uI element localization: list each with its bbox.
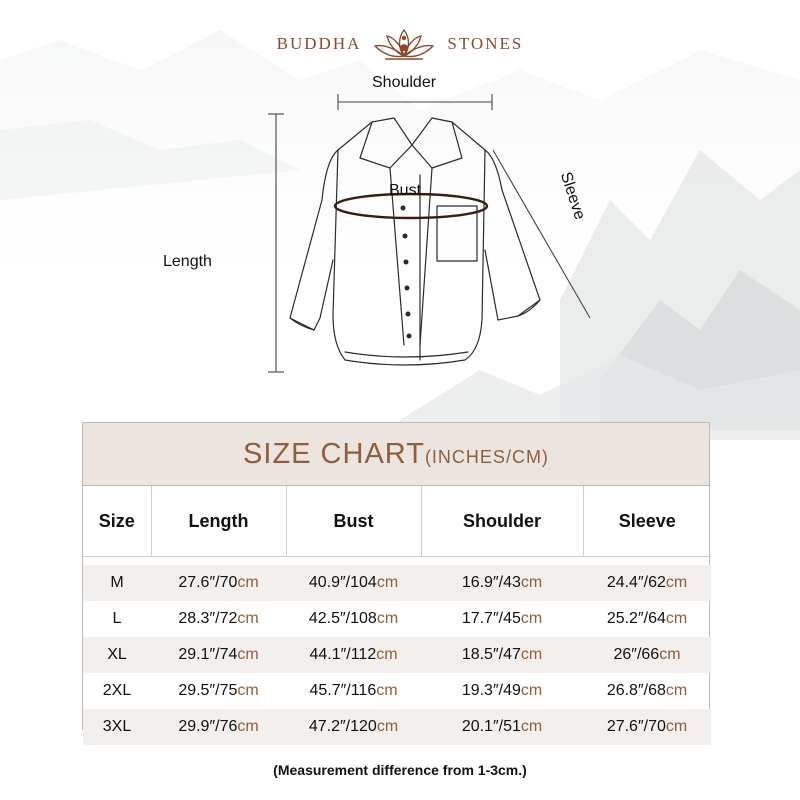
size-chart-unit-text: (INCHES/CM) bbox=[424, 446, 549, 467]
cell-sleeve-unit: cm bbox=[659, 646, 681, 663]
cell-length-value: 29.5″/75 bbox=[178, 682, 238, 699]
header-sleeve: Sleeve bbox=[583, 486, 711, 557]
cell-length-value: 28.3″/72 bbox=[178, 610, 238, 627]
cell-bust bbox=[286, 637, 421, 673]
cell-length-unit: cm bbox=[237, 682, 259, 699]
cell-shoulder-value: 19.3″/49 bbox=[461, 682, 521, 699]
cell-sleeve-value: 27.6″/70 bbox=[606, 718, 666, 735]
size-chart bbox=[82, 422, 710, 735]
cell-bust-value: 42.5″/108 bbox=[308, 610, 377, 627]
brand-name-right: STONES bbox=[447, 34, 524, 53]
size-table-body bbox=[83, 557, 711, 746]
cell-bust-unit: cm bbox=[376, 646, 398, 663]
cell-shoulder bbox=[421, 637, 583, 673]
bust-label: Bust bbox=[389, 182, 422, 199]
cell-length bbox=[151, 709, 286, 745]
cell-bust-unit: cm bbox=[376, 610, 399, 627]
cell-size: L bbox=[112, 610, 122, 627]
cell-length bbox=[151, 637, 286, 673]
cell-length-value: 29.9″/76 bbox=[178, 718, 238, 735]
cell-length bbox=[151, 673, 286, 709]
cell-length-unit: cm bbox=[237, 718, 259, 735]
size-chart-title-text: SIZE CHART bbox=[243, 437, 425, 470]
cell-size: M bbox=[83, 565, 151, 601]
shirt-right-sleeve bbox=[485, 150, 540, 320]
sleeve-label: Sleeve bbox=[556, 170, 589, 222]
cell-sleeve-value: 24.4″/62 bbox=[606, 574, 666, 591]
header-bust: Bust bbox=[286, 486, 421, 557]
cell-sleeve-unit: cm bbox=[665, 610, 688, 627]
cell-size: 2XL bbox=[102, 682, 132, 699]
cell-length-unit: cm bbox=[237, 646, 259, 663]
cell-bust bbox=[286, 709, 421, 745]
cell-bust bbox=[286, 601, 421, 637]
shirt-left-sleeve bbox=[290, 150, 338, 330]
cell-shoulder-unit: cm bbox=[520, 646, 543, 663]
measurement-note: (Measurement difference from 1-3cm.) bbox=[273, 762, 527, 778]
cell-shoulder-unit: cm bbox=[520, 574, 543, 591]
cell-sleeve bbox=[583, 637, 711, 673]
header-length: Length bbox=[151, 486, 286, 557]
size-table bbox=[83, 486, 711, 745]
cell-bust-unit: cm bbox=[376, 718, 399, 735]
cell-length-unit: cm bbox=[237, 610, 259, 627]
cell-size: XL bbox=[83, 637, 151, 673]
cell-size: 3XL bbox=[83, 709, 151, 745]
table-row bbox=[83, 601, 711, 637]
cell-shoulder bbox=[421, 565, 583, 601]
cell-bust-value: 44.1″/112 bbox=[309, 646, 377, 663]
cell-shoulder bbox=[421, 601, 583, 637]
cell-bust-unit: cm bbox=[376, 574, 399, 591]
cell-bust-value: 47.2″/120 bbox=[308, 718, 377, 735]
cell-sleeve bbox=[583, 673, 711, 709]
cell-shoulder-value: 16.9″/43 bbox=[461, 574, 521, 591]
cell-shoulder-unit: cm bbox=[520, 610, 543, 627]
sleeve-measure-line bbox=[493, 150, 590, 318]
shoulder-label: Shoulder bbox=[372, 74, 437, 91]
cell-length-value: 29.1″/74 bbox=[178, 646, 238, 663]
header-shoulder: Shoulder bbox=[421, 486, 583, 557]
cell-bust-value: 45.7″/116 bbox=[309, 682, 377, 699]
cell-shoulder-unit: cm bbox=[520, 682, 543, 699]
cell-sleeve bbox=[583, 709, 711, 745]
cell-sleeve bbox=[583, 565, 711, 601]
cell-bust-unit: cm bbox=[376, 682, 398, 699]
cell-sleeve-value: 26″/66 bbox=[613, 646, 660, 663]
cell-sleeve bbox=[583, 601, 711, 637]
cell-shoulder bbox=[421, 709, 583, 745]
header-size: Size bbox=[83, 486, 151, 557]
cell-shoulder-unit: cm bbox=[520, 718, 543, 735]
table-row bbox=[83, 565, 711, 601]
cell-bust bbox=[286, 673, 421, 709]
cell-length-unit: cm bbox=[237, 574, 259, 591]
size-chart-title bbox=[83, 423, 709, 486]
cell-sleeve-value: 26.8″/68 bbox=[606, 682, 666, 699]
cell-shoulder-value: 18.5″/47 bbox=[461, 646, 521, 663]
cell-length bbox=[151, 565, 286, 601]
cell-sleeve-unit: cm bbox=[665, 682, 688, 699]
cell-bust-value: 40.9″/104 bbox=[308, 574, 377, 591]
cell-sleeve-unit: cm bbox=[665, 574, 688, 591]
cell-sleeve-unit: cm bbox=[665, 718, 688, 735]
length-label: Length bbox=[163, 253, 212, 270]
cell-sleeve-value: 25.2″/64 bbox=[606, 610, 666, 627]
table-row bbox=[83, 637, 711, 673]
brand-name-left: BUDDHA bbox=[276, 34, 362, 53]
cell-bust bbox=[286, 565, 421, 601]
cell-shoulder-value: 17.7″/45 bbox=[461, 610, 521, 627]
table-row bbox=[83, 709, 711, 745]
cell-length bbox=[151, 601, 286, 637]
size-table-header-row bbox=[83, 486, 711, 557]
cell-shoulder-value: 20.1″/51 bbox=[461, 718, 521, 735]
cell-shoulder bbox=[421, 673, 583, 709]
table-row bbox=[83, 673, 711, 709]
cell-length-value: 27.6″/70 bbox=[178, 574, 238, 591]
